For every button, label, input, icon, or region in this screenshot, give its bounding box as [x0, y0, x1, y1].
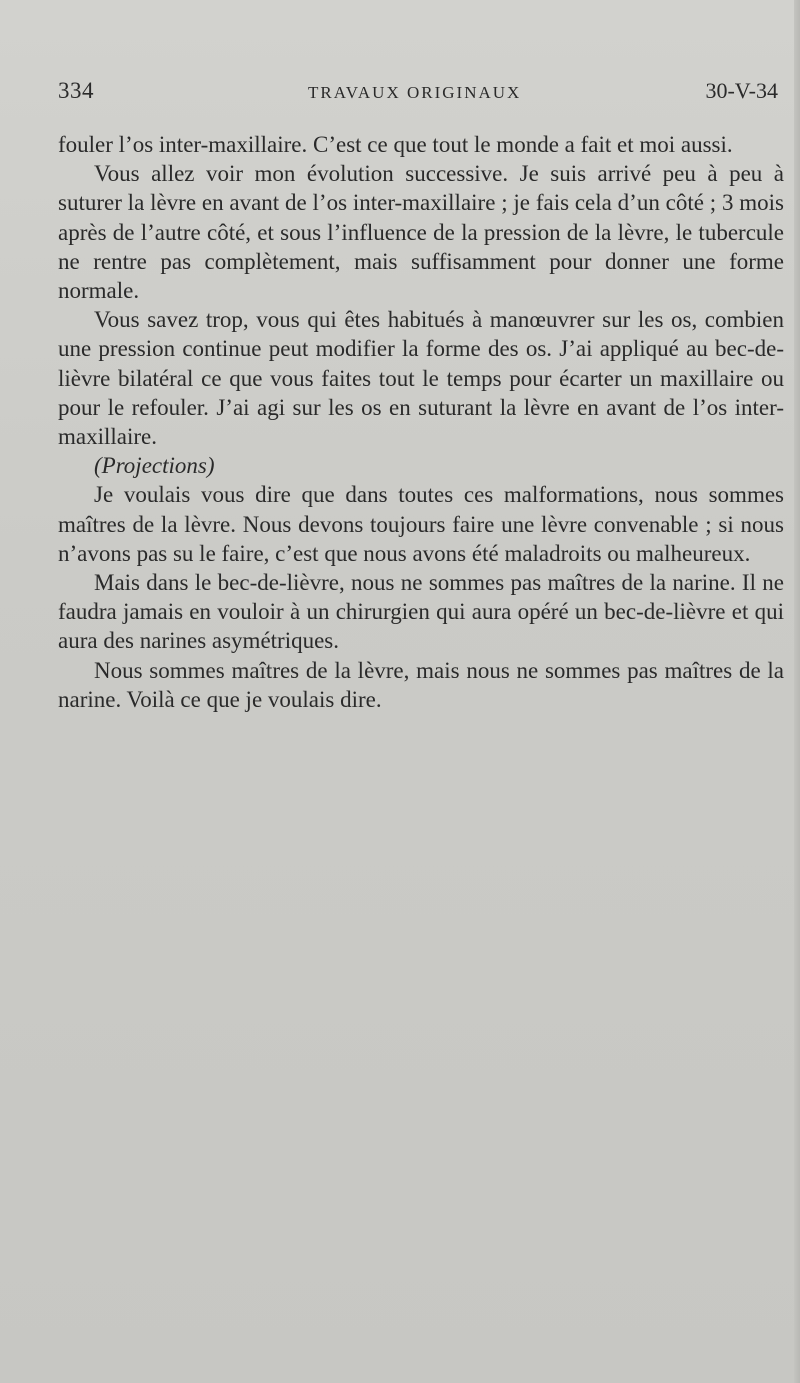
running-header — [58, 78, 778, 108]
header-date: 30-V-34 — [705, 78, 778, 103]
running-title: TRAVAUX ORIGINAUX — [308, 83, 522, 102]
paragraph: Mais dans le bec-de-lièvre, nous ne sommes pas maîtres de la narine. Il ne faudra jamais en vouloir à un chirurgien qui aura opéré un bec-de-lièvre et qui aura des narines asymétriques. — [58, 570, 784, 654]
body-text — [58, 130, 784, 714]
paragraph: Je voulais vous dire que dans toutes ces malformations, nous sommes maîtres de la lèvre. Nous devons toujours faire une lèvre convenable ; si nous n’avons pas su le faire, c’est que nous avons été maladroits ou malheureux. — [58, 482, 784, 566]
projections-note: (Projections) — [94, 453, 215, 479]
paragraph: Vous allez voir mon évolution successive. Je suis arrivé peu à peu à suturer la lèvre en avant de l’os inter-maxillaire ; je fais cela d’un côté ; 3 mois après de l’autre côté, et sous l’influence de la pression de la lèvre, le tubercule ne rentre pas complètement, mais suffisamment pour donner une forme normale. — [58, 161, 784, 304]
paragraph: Nous sommes maîtres de la lèvre, mais nous ne sommes pas maîtres de la narine. Voilà ce que je voulais dire. — [58, 657, 784, 712]
paragraph: Vous savez trop, vous qui êtes habitués à manœuvrer sur les os, combien une pression continue peut modifier la forme des os. J’ai appliqué au bec-de-lièvre bilatéral ce que vous faites tout le temps pour écarter un maxillaire ou pour le refouler. J’ai agi sur les os en suturant la lèvre en avant de l’os inter-maxillaire. — [58, 307, 784, 450]
page-edge — [794, 0, 800, 1383]
paragraph-continuation: fouler l’os inter-maxillaire. C’est ce que tout le monde a fait et moi aussi. — [58, 132, 733, 157]
page-number: 334 — [58, 78, 94, 103]
